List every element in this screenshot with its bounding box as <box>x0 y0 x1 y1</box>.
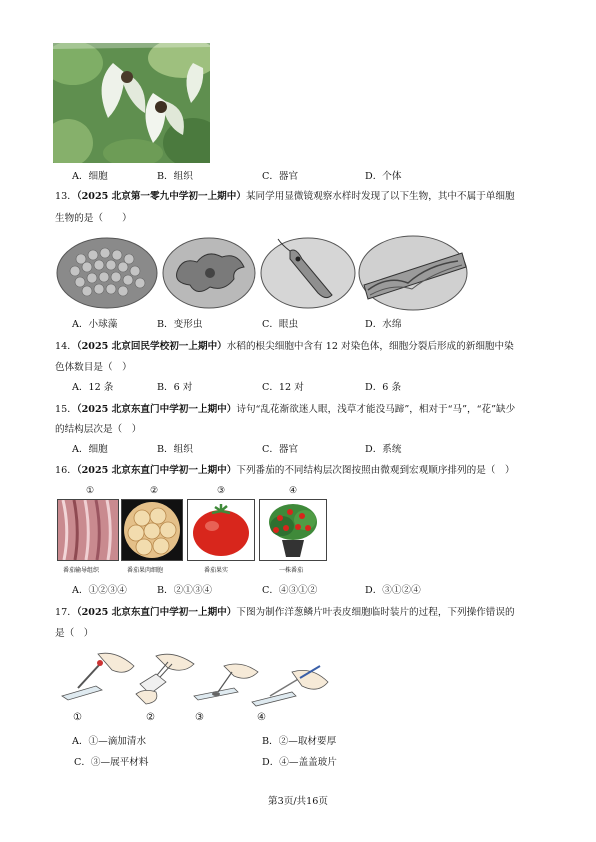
q17-text-1: 下图为制作洋葱鳞片叶表皮细胞临时装片的过程，下列操作错误的 <box>236 607 515 618</box>
q12-option-b[interactable]: B．组织 <box>157 171 193 182</box>
q17-number: 17． <box>55 607 77 618</box>
q17-option-d[interactable]: D．④—盖盖玻片 <box>262 757 337 768</box>
q13-option-b[interactable]: B．变形虫 <box>157 319 203 330</box>
q13-text-1: 某同学用显微镜观察水样时发现了以下生物，其中不属于单细胞 <box>245 191 515 202</box>
q16-caption-2: 番茄果肉细胞 <box>127 567 164 574</box>
q17-option-c[interactable]: C．③—展平材料 <box>74 757 149 768</box>
q17-label-3: ③ <box>195 712 204 723</box>
q17-stem-line1 <box>55 606 515 620</box>
q16-label-4: ④ <box>289 486 298 496</box>
q15-stem-line1 <box>55 403 515 417</box>
q16-figure-tomato-fruit <box>187 499 255 561</box>
q13-option-d[interactable]: D．水绵 <box>365 319 402 330</box>
q13-figure-spirogyra <box>358 235 468 311</box>
q15-source: （2025 北京东直门中学初一上期中） <box>76 404 237 415</box>
q16-figure-pulp-cells <box>121 499 183 561</box>
q16-text-1: 下列番茄的不同结构层次图按照由微观到宏观顺序排列的是（ ） <box>236 465 515 476</box>
q16-label-2: ② <box>150 486 159 496</box>
q15-number: 15． <box>55 404 77 415</box>
q13-stem-line1 <box>55 190 515 204</box>
page-footer: 第3页/共16页 <box>268 796 328 807</box>
q17-source: （2025 北京东直门中学初一上期中） <box>76 607 237 618</box>
q12-option-c[interactable]: C．器官 <box>262 171 299 182</box>
q16-caption-4: 一株番茄 <box>279 567 304 574</box>
q14-text-1: 水稻的根尖细胞中含有 12 对染色体，细胞分裂后形成的新细胞中染 <box>226 341 514 352</box>
q14-option-d[interactable]: D．6 条 <box>365 382 402 393</box>
q17-option-a[interactable]: A．①—滴加清水 <box>72 736 147 747</box>
q16-option-d[interactable]: D．③①②④ <box>365 585 421 596</box>
q13-option-a[interactable]: A．小球藻 <box>72 319 118 330</box>
q13-source: （2025 北京第一零九中学初一上期中） <box>76 191 246 202</box>
q15-option-d[interactable]: D．系统 <box>365 444 402 455</box>
q12-option-a[interactable]: A．细胞 <box>72 171 108 182</box>
q13-figure-chlorella <box>56 237 158 309</box>
q17-label-1: ① <box>73 712 82 723</box>
q14-option-a[interactable]: A．12 条 <box>72 382 114 393</box>
q13-stem-line2: 生物的是（ ） <box>55 213 132 224</box>
q14-stem-line1 <box>55 340 514 354</box>
q17-figure-procedure <box>56 648 336 710</box>
q17-option-b[interactable]: B．②—取材要厚 <box>262 736 337 747</box>
q15-stem-line2: 的结构层次是（ ） <box>55 424 142 435</box>
q13-option-c[interactable]: C．眼虫 <box>262 319 299 330</box>
q17-label-4: ④ <box>257 712 266 723</box>
q13-number: 13． <box>55 191 77 202</box>
q16-caption-3: 番茄果实 <box>204 567 229 574</box>
q15-option-a[interactable]: A．细胞 <box>72 444 108 455</box>
q16-label-3: ③ <box>217 486 226 496</box>
q12-option-d[interactable]: D．个体 <box>365 171 402 182</box>
q15-option-b[interactable]: B．组织 <box>157 444 193 455</box>
q16-source: （2025 北京东直门中学初一上期中） <box>76 465 237 476</box>
q14-option-b[interactable]: B．6 对 <box>157 382 193 393</box>
q14-number: 14． <box>55 341 77 352</box>
q16-option-a[interactable]: A．①②③④ <box>72 585 127 596</box>
q16-caption-1: 番茄输导组织 <box>63 567 100 574</box>
q16-option-c[interactable]: C．④③①② <box>262 585 318 596</box>
q17-stem-line2: 是（ ） <box>55 628 94 639</box>
q12-figure-dove-tree <box>53 43 210 163</box>
q15-text-1: 诗句“乱花渐欲迷人眼，浅草才能没马蹄”，相对于“马”，“花”缺少 <box>236 404 516 415</box>
q14-option-c[interactable]: C．12 对 <box>262 382 304 393</box>
q15-option-c[interactable]: C．器官 <box>262 444 299 455</box>
q13-figure-amoeba <box>162 237 257 309</box>
q16-option-b[interactable]: B．②①③④ <box>157 585 213 596</box>
q16-figure-conducting-tissue <box>57 499 119 561</box>
q16-stem-line1 <box>55 464 515 478</box>
q14-source: （2025 北京回民学校初一上期中） <box>76 341 227 352</box>
q17-label-2: ② <box>146 712 155 723</box>
q14-stem-line2: 色体数目是（ ） <box>55 362 132 373</box>
q13-figure-euglena <box>260 237 356 309</box>
q16-number: 16． <box>55 465 77 476</box>
q16-label-1: ① <box>86 486 95 496</box>
q16-figure-tomato-plant <box>259 499 327 561</box>
